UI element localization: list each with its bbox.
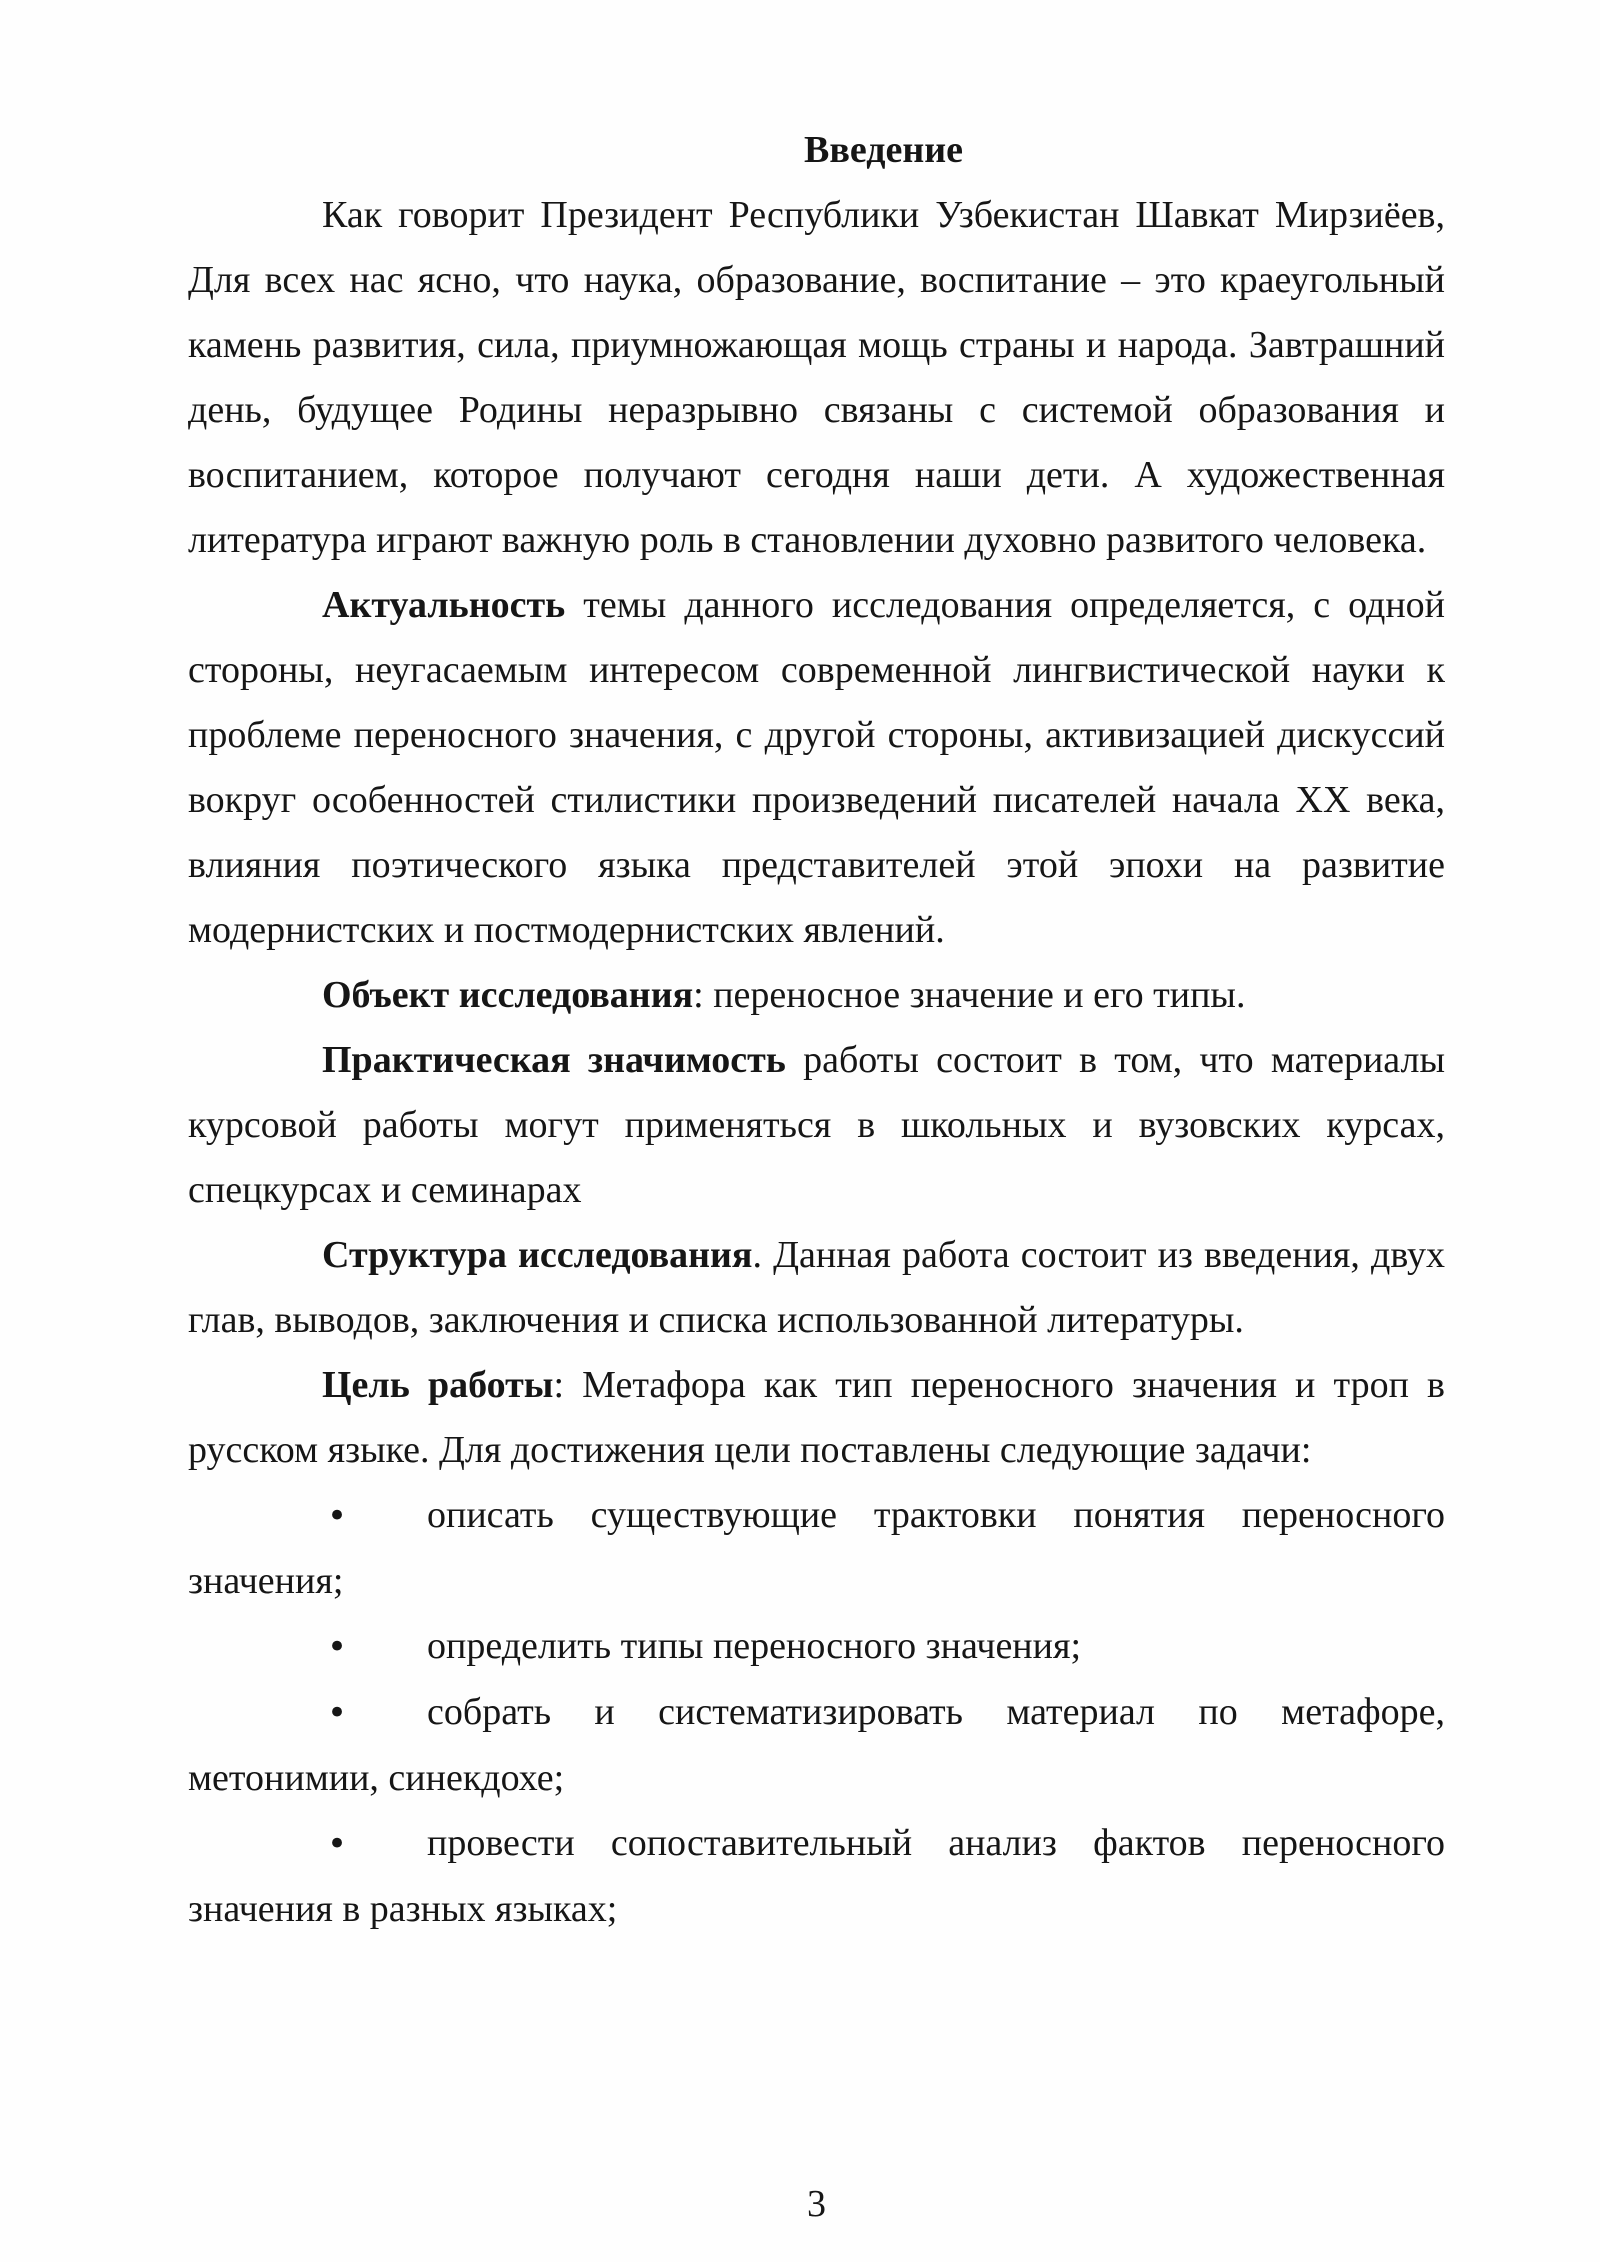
bullet-icon: •: [327, 1627, 348, 1667]
page-title: Введение: [804, 129, 963, 171]
bullet-icon: •: [327, 1824, 348, 1864]
bullet-text: провести сопоставительный анализ фактов переносного значения в разных языках;: [188, 1822, 1445, 1930]
bullet-text: определить типы переносного значения;: [427, 1625, 1082, 1667]
paragraph-intro: [188, 183, 1445, 573]
paragraph-practical-value: [188, 1028, 1445, 1223]
paragraph-text: . Данная работа состоит из введения, двух глав, выводов, заключения и списка использованной литературы.: [188, 1234, 1445, 1341]
paragraph-goal: [188, 1353, 1445, 1483]
paragraph-relevance: [188, 573, 1445, 963]
paragraph-lead-bold: Объект исследования: [322, 974, 694, 1016]
paragraph-lead-bold: Практическая значимость: [322, 1039, 786, 1081]
bullet-text: собрать и систематизировать материал по метафоре, метонимии, синекдохе;: [188, 1691, 1445, 1799]
bullet-icon: •: [327, 1496, 348, 1536]
paragraph-text: темы данного исследования определяется, с одной стороны, неугасаемым интересом современной лингвистической науки к проблеме переносного значения, с другой стороны, активизацией дискуссий вокруг особенностей стилистики произведений писателей начала XX века, влияния поэтического языка представителей этой эпохи на развитие модернистских и постмодернистских явлений.: [188, 584, 1445, 951]
bullet-item: [188, 1680, 1445, 1811]
paragraph-lead-bold: Актуальность: [322, 584, 566, 626]
paragraph-text: работы состоит в том, что материалы курсовой работы могут применяться в школьных и вузовских курсах, спецкурсах и семинарах: [188, 1039, 1445, 1211]
paragraph-lead-bold: Структура исследования: [322, 1234, 753, 1276]
bullet-item: [188, 1811, 1445, 1942]
bullet-text: описать существующие трактовки понятия переносного значения;: [188, 1494, 1445, 1602]
bullet-icon: •: [327, 1693, 348, 1733]
page-number: 3: [807, 2183, 826, 2225]
bullet-item: [188, 1614, 1445, 1680]
paragraph-lead-bold: Цель работы: [322, 1364, 554, 1406]
paragraph-object: [188, 963, 1445, 1028]
paragraph-structure: [188, 1223, 1445, 1353]
paragraph-text: : переносное значение и его типы.: [693, 974, 1246, 1016]
paragraph-text: : Метафора как тип переносного значения и троп в русском языке. Для достижения цели поставлены следующие задачи:: [188, 1364, 1446, 1471]
paragraph-text: Как говорит Президент Республики Узбекистан Шавкат Мирзиёев, Для всех нас ясно, что наука, образование, воспитание – это краеугольный камень развития, сила, приумножающая мощь страны и народа. Завтрашний день, будущее Родины неразрывно связаны с системой образования и воспитанием, которое получают сегодня наши дети. А художественная литература играют важную роль в становлении духовно развитого человека.: [188, 194, 1445, 561]
bullet-item: [188, 1483, 1445, 1614]
